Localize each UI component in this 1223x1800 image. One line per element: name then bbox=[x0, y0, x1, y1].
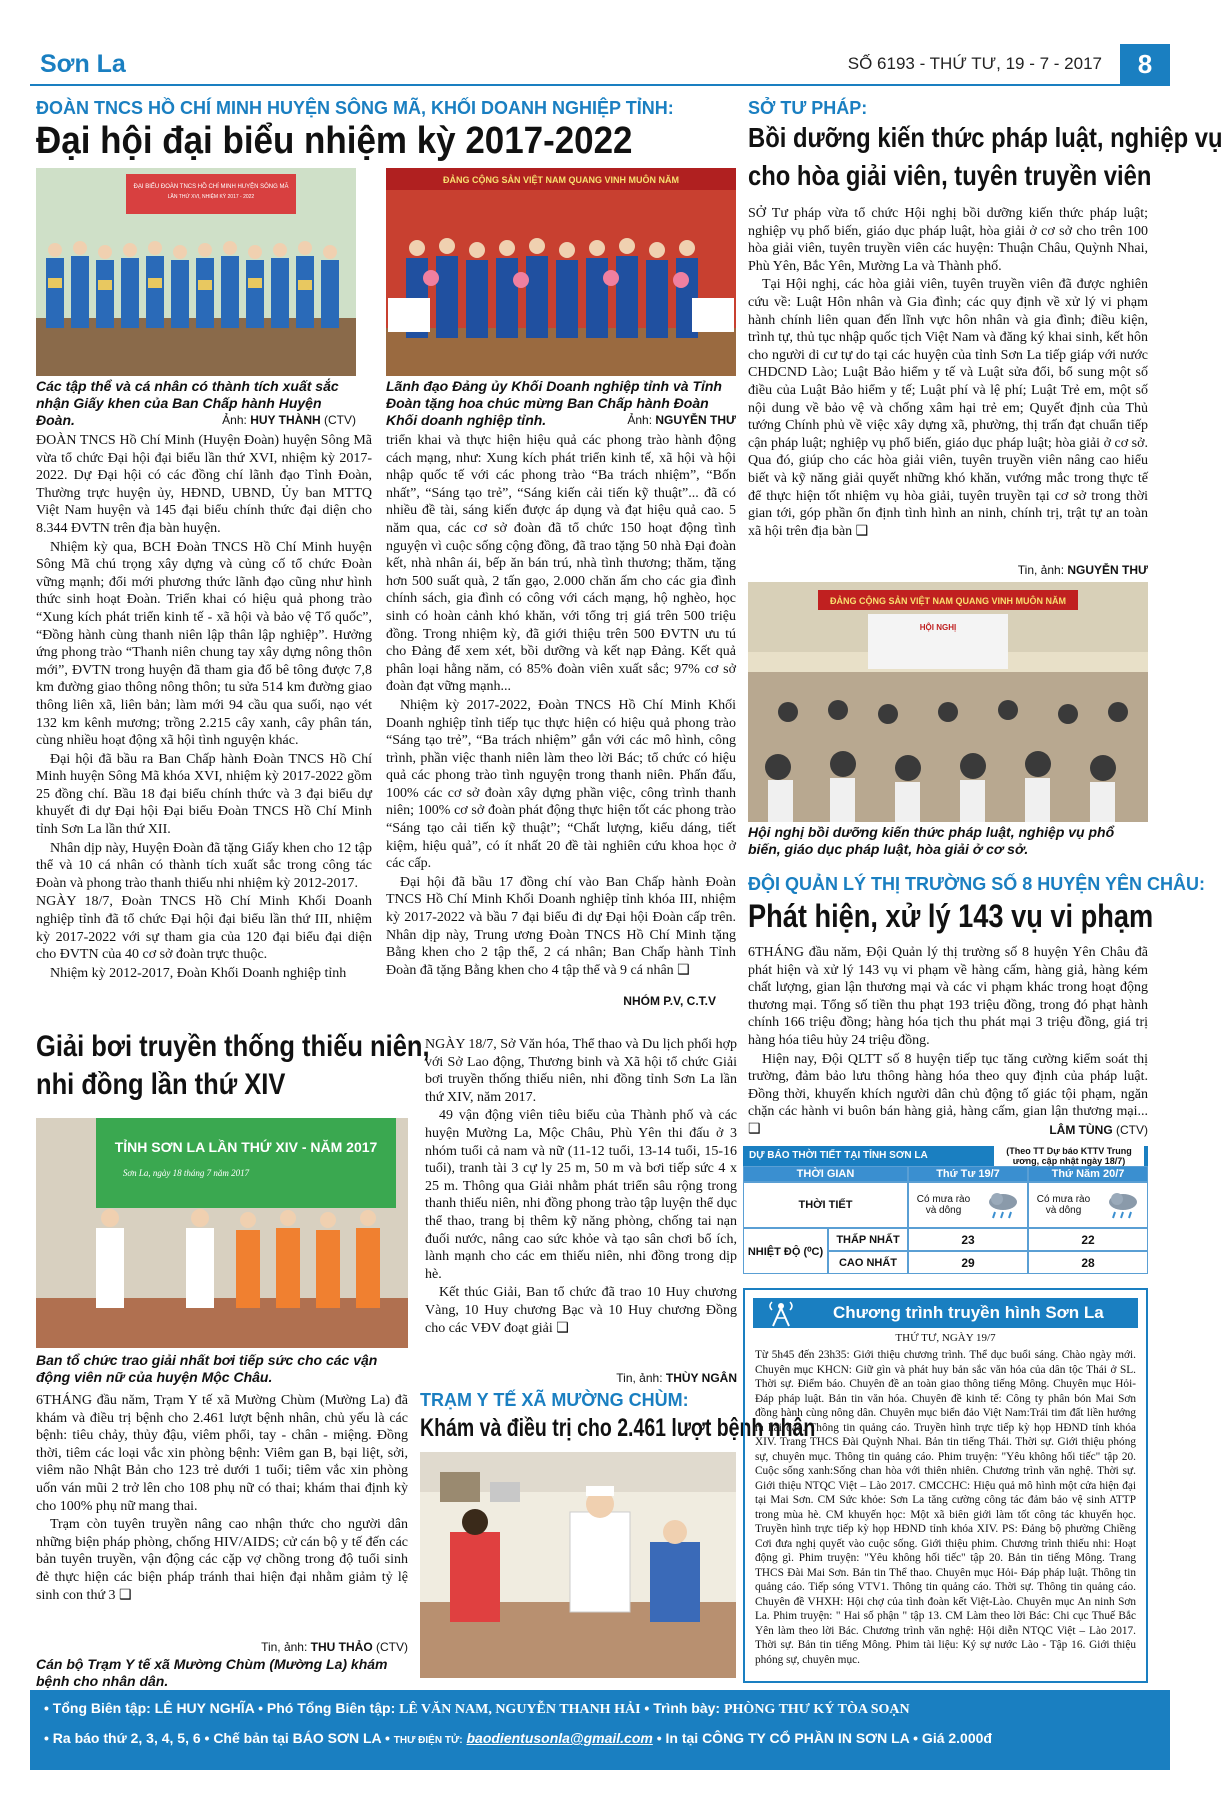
footer-line1: • Tổng Biên tập: LÊ HUY NGHĨA • Phó Tổng Biên tập: LÊ VĂN NAM, NGUYỄN THANH HẢI • Trình bày: PHÒNG THƯ KÝ TÒA SOẠN bbox=[44, 1700, 910, 1717]
photo-award-ceremony bbox=[36, 168, 356, 376]
issue-info: SỐ 6193 - THỨ TƯ, 19 - 7 - 2017 bbox=[847, 54, 1102, 73]
broadcast-tower-icon bbox=[767, 1300, 795, 1326]
rain-cloud-icon bbox=[1105, 1190, 1141, 1220]
article1-credit1: Ảnh: HUY THÀNH (CTV) bbox=[222, 413, 356, 427]
weather-source: (Theo TT Dự báo KTTV Trung ương, cập nhật ngày 18/7) bbox=[994, 1146, 1144, 1166]
article3-body: 6THÁNG đầu năm, Đội Quản lý thị trường số 8 huyện Yên Châu đã phát hiện và xử lý 143 vụ vi phạm về hàng cấm, hàng giả, hàng kém chất lượng, gian lận thương mại và các vi phạm khác trong hoạt động thương mại. Tổng số tiền thu phạt 193 triệu đồng, trong đó phạt hành chính 166 triệu đồng; hàng hóa tịch thu phát mại 3 triệu đồng, giá trị hàng hóa tiêu hủy 24 triệu đồng. Hiện nay, Đội QLTT số 8 huyện tiếp tục tăng cường kiểm soát thị trường, đảm bảo lưu thông hàng hóa theo quy định của pháp luật. Đồng thời, khuyến khích người dân chủ động tố giác tội phạm, ngăn chặn các hành vi buôn bán hàng giả, hàng cấm, gian lận thương mại... ❑ bbox=[748, 945, 1148, 1137]
article5-kicker: TRẠM Y TẾ XÃ MƯỜNG CHÙM: bbox=[420, 1390, 689, 1410]
article1-credit2: Ảnh: NGUYỄN THƯ bbox=[627, 413, 736, 427]
article1-column2: triển khai và thực hiện hiệu quả các phong trào hành động cách mạng, như: Xung kích phát triển kinh tế, xã hội và hội nhập quốc tế với các phong trào “Ba trách nhiệm”, “Bốn nhất”, “Sáng tạo trẻ”, “Sáng kiến cải tiến kỹ thuật”... đã có nhiều đề tài, sáng kiến được áp dụng và đạt hiệu quả cao. 5 năm qua, các cơ sở đoàn đã tổ chức 150 hoạt động tình nguyện vì cuộc sống cộng đồng, đã trao tặng 50 nhà Đại đoàn kết, nhà nhân ái, bếp ăn bán trú, nhà tình thương; thăm, tặng hơn 500 suất quà, 2 tấn gạo, 2.000 chăn ấm cho các gia đình chính sách, gia đình có công với cách mạng, hộ nghèo, học sinh có hoàn cảnh khó khăn, với tổng trị giá trên 500 triệu đồng. Trong nhiệm kỳ, đã giới thiệu trên 500 ĐVTN ưu tú cho Đảng để xem xét, bồi dưỡng và kết nạp Đảng. Kết quả phân loại hằng năm, có 85% đoàn viên xuất sắc; 97% cơ sở đoàn đạt vững mạnh... Nhiệm kỳ 2017-2022, Đoàn TNCS Hồ Chí Minh Khối Doanh nghiệp tỉnh tiếp tục thực hiện có hiệu quả phong trào “Sáng tạo trẻ”, “Ba trách nhiệm” gắn với các mô hình, công trình, phần việc thanh niên làm theo lời Bác; tổ chức có hiệu quả các phong trào tình nguyện trong thanh niên. Phấn đấu, 100% các cơ sở đoàn xây dựng phần việc, công trình thanh niên; 100% cơ sở đoàn phát động thực hiện tốt các phong trào “Sáng tạo cải tiến kỹ thuật”; “Chất lượng, kiểu dáng, tiết kiệm, hiệu quả”, có ít nhất 20 đề tài nghiên cứu khoa học ở các cấp. Đại hội đã bầu 17 đồng chí vào Ban Chấp hành Đoàn TNCS Hồ Chí Minh Khối Doanh nghiệp tỉnh khóa III, nhiệm kỳ 2017-2022 và bầu 7 đại biểu đi dự Đại hội Đoàn cấp trên. Nhân dịp này, Trung ương Đoàn TNCS Hồ Chí Minh tặng Bằng khen cho 2 tập thể, 2 cá nhân; Ban Chấp hành Tỉnh Đoàn đã tặng Bằng khen cho 4 tập thể và 9 cá nhân ❑ bbox=[386, 433, 736, 978]
weather-h-time: THỜI GIAN bbox=[743, 1166, 908, 1182]
photo1-banner-subtext: LẦN THỨ XVI, NHIỆM KỲ 2017 - 2022 bbox=[167, 194, 255, 200]
weather-label-temp: NHIỆT ĐỘ (⁰C) bbox=[743, 1228, 828, 1274]
article5-body: 6THÁNG đầu năm, Trạm Y tế xã Mường Chùm (Mường La) đã khám và điều trị bệnh cho 2.461 lượt bệnh nhân, chủ yếu là các bệnh: tiêu chảy, thủy đậu, viêm phổi, tay - chân - miệng. Đồng thời, tiêm các loại vắc xin phòng bệnh: Viêm gan B, bại liệt, sởi, viêm não Nhật Bản cho 123 trẻ dưới 1 tuổi; tiêm vắc xin phòng uốn ván mũi 2 trở lên cho 108 phụ nữ có thai; khám thai định kỳ cho 100% phụ nữ mang thai. Trạm còn tuyên truyền nâng cao nhận thức cho người dân những biện pháp phòng, chống HIV/AIDS; cử cán bộ y tế đến các bản tuyên truyền, vận động các cặp vợ chồng trong độ tuổi sinh đẻ thực hiện các biện pháp tránh thai hiện đại nhằm giảm tỷ lệ sinh con thứ 3 ❑ bbox=[36, 1393, 408, 1603]
weather-table bbox=[743, 1146, 1148, 1274]
article4-title-line2: nhi đồng lần thứ XIV bbox=[36, 1068, 286, 1101]
page-number: 8 bbox=[1120, 44, 1170, 84]
weather-label-high: CAO NHẤT bbox=[828, 1251, 908, 1274]
article3-byline: LÂM TÙNG (CTV) bbox=[1049, 1123, 1148, 1137]
photo4-banner-date: Sơn La, ngày 18 tháng 7 năm 2017 bbox=[122, 1168, 250, 1178]
article3-title: Phát hiện, xử lý 143 vụ vi phạm bbox=[748, 898, 1154, 934]
page-header bbox=[30, 44, 1170, 86]
article1-byline: NHÓM P.V, C.T.V bbox=[623, 994, 716, 1008]
photo-medical-exam bbox=[420, 1452, 736, 1678]
article3-kicker: ĐỘI QUẢN LÝ THỊ TRƯỜNG SỐ 8 HUYỆN YÊN CHÂU: bbox=[748, 874, 1205, 894]
photo3-banner-text: ĐẢNG CỘNG SẢN VIỆT NAM QUANG VINH MUÔN NĂM bbox=[830, 596, 1066, 606]
weather-high-day1: 29 bbox=[908, 1251, 1028, 1274]
weather-day2-condition: Có mưa rào và dông bbox=[1028, 1182, 1148, 1228]
article2-kicker: SỞ TƯ PHÁP: bbox=[748, 98, 868, 118]
photo3-board-text: HỘI NGHỊ bbox=[919, 623, 957, 632]
article2-body: SỞ Tư pháp vừa tổ chức Hội nghị bồi dưỡng kiến thức pháp luật; nghiệp vụ phổ biến, giáo dục pháp luật, hòa giải ở cơ sở cho trên 100 hòa giải viên, tuyên truyền viên các huyện: Thuận Châu, Quỳnh Nhai, Phù Yên, Bắc Yên, Mường La và Thành phố. Tại Hội nghị, các hòa giải viên, tuyên truyền viên đã được nghiên cứu về: Luật Hôn nhân và Gia đình; các quy định về xử lý vi phạm hành chính liên quan đến lĩnh vực hôn nhân và gia đình; điều kiện, trình tự, thủ tục nhập quốc tịch Việt Nam và đăng ký khai sinh, kết hôn cho người di cư tự do tại các huyện của tỉnh Sơn La tiếp giáp với nước CHDCND Lào; Luật Bảo hiểm y tế và Luật sửa đổi, bổ sung một số điều của Luật Bảo hiểm y tế; Luật phí và lệ phí; Luật Trẻ em, một số nội dung về bảo vệ và chống xâm hại trẻ em; Quyết định của Thủ tướng Chính phủ về việc xây dựng xã, phường, thị trấn đạt chuẩn tiếp cận pháp luật; nghiệp vụ phổ biến, giáo dục pháp luật; hòa giải ở cơ sở. Qua đó, giúp cho các hòa giải viên, tuyên truyền viên nâng cao hiểu biết và kỹ năng giải quyết những khó khăn, vướng mắc trong thực tế để thực hiện tốt nhiệm vụ hòa giải, tuyên truyền tại cơ sở trong thời gian tới, góp phần ổn định tình hình an ninh, chính trị, trật tự an toàn xã hội trên địa bàn ❑ bbox=[748, 206, 1148, 539]
article1-title: Đại hội đại biểu nhiệm kỳ 2017-2022 bbox=[36, 120, 633, 162]
weather-low-day2: 22 bbox=[1028, 1228, 1148, 1251]
tv-body: Từ 5h45 đến 23h35: Giới thiệu chương trình. Thể dục buổi sáng. Chào ngày mới. Chuyên mục KHCN: Giữ gìn và phát huy bản sắc văn hóa của dân tộc Thái ở SL. Thời sự. Điểm báo. Chuyên đề an toàn giao thông tiếng Mông. Chuyên mục Hỏi- Đáp pháp luật. Bản tin văn hóa. Chuyên đề kinh tế: Công ty phân bón Mai Sơn đồng hành cùng nông dân. Chuyên mục biển đảo Việt Nam:Trái tim đất liền hướng ra hải đảo. Thông tin quảng cáo. Truyền hình trực tiếp kỳ họp HĐND tỉnh khóa XIV. Trang THCS Đài Quỳnh Nhai. Bản tin tiếng Thái. Thời sự. Giới thiệu phóng sự, chuyên mục. Thông tin quảng cáo. Phim truyện: "Yêu không hối tiếc" tập 20. Cuộc sống xanh:Sống chan hòa với thiên nhiên. Chương trình văn nghệ. Thời sự. Giới thiệu NTQC Việt – Lào 2017. CMCCHC: Hiệu quả mô hình một cửa hiện đại tại Mai Sơn. CM Sức khỏe: Sơn La tăng cường công tác đảm bảo vệ sinh ATTP trong mùa hè. CM khuyến học: Một xã biên giới làm tốt công tác khuyến học. Truyền hình trực tiếp kỳ họp HĐND tỉnh khóa XIV. PS: Đảng bộ phường Chiềng Cơi đưa nghị quyết vào cuộc sống. Giới thiệu phim. Chương trình thiếu nhi: Hoạt động gì. Phim truyện: "Yêu không hối tiếc" tập 20. Bản tin tiếng Mông. Trang THCS Đài Mai Sơn. Bản tin Thể thao. Chuyên mục Hỏi- Đáp pháp luật. Thông tin quảng cáo. Tiếp sóng VTV1. Thông tin quảng cáo. Thời sự. Thông tin quảng cáo. Chuyên đề VHXH: Hội chợ của tình đoàn kết Việt-Lào. Chuyên mục An ninh Sơn La. Phim truyện: " Hai số phận " tập 13. CM Làm theo lời Bác: Chi cục Thuế Bắc Yên làm theo lời Bác. Chương trình văn nghệ: Hội diễn NTQC Việt – Lào 2017. Thời sự. Bản tin tiếng Mông. Phim tài liệu: Ký sự nước Lào - Tập 16. Giới thiệu phóng sự, chuyên mục. bbox=[755, 1349, 1136, 1666]
article1-caption2: Lãnh đạo Đảng ủy Khối Doanh nghiệp tỉnh và Tỉnh Đoàn tặng hoa chúc mừng Ban Chấp hành Đoàn Khối doanh nghiệp tỉnh. bbox=[386, 378, 722, 428]
photo1-banner-text: ĐẠI BIỂU ĐOÀN TNCS HỒ CHÍ MINH HUYỆN SÔNG MÃ bbox=[133, 184, 289, 190]
weather-label-low: THẤP NHẤT bbox=[828, 1228, 908, 1251]
article2-caption: Hội nghị bồi dưỡng kiến thức pháp luật, nghiệp vụ phổ biến, giáo dục pháp luật, hòa giải ở cơ sở. bbox=[748, 824, 1115, 857]
article4-body: NGÀY 18/7, Sở Văn hóa, Thể thao và Du lịch phối hợp với Sở Lao động, Thương binh và Xã hội tổ chức Giải bơi truyền thống thiếu niên, nhi đồng tỉnh Sơn La lần thứ XIV, năm 2017. 49 vận động viên tiêu biểu của Thành phố và các huyện Mường La, Mộc Châu, Phù Yên thi đấu ở 3 nhóm tuổi cả nam và nữ (11-12 tuổi, 13-14 tuổi, 15-16 tuổi), tranh tài 3 cự ly 25 m, 50 m và bơi tiếp sức 4 x 25 m. Thông qua Giải nhằm phát triển sâu rộng trong thanh thiếu niên, nhi đồng phong trào tập luyện thể dục thể thao, trang bị thêm kỹ năng phòng, chống tai nạn đuối nước, nâng cao sức khỏe và tạo sân chơi bổ ích, lành mạnh cho các em thiếu niên, nhi đồng trong dịp hè. Kết thúc Giải, Ban tổ chức đã trao 10 Huy chương Vàng, 10 Huy chương Bạc và 10 Huy chương Đồng cho các VĐV đoạt giải ❑ bbox=[425, 1037, 738, 1336]
weather-title-bar bbox=[743, 1146, 1148, 1166]
page-footer bbox=[30, 1690, 1170, 1770]
article1-column1: ĐOÀN TNCS Hồ Chí Minh (Huyện Đoàn) huyện Sông Mã vừa tổ chức Đại hội đại biểu lần thứ XVI, nhiệm kỳ 2017-2022. Dự Đại hội có các đồng chí lãnh đạo Tỉnh Đoàn, Thường trực huyện ủy, HĐND, UBND, Ủy ban MTTQ Việt Nam huyện và 145 đại biểu chính thức đại diện cho 8.344 ĐVTN trên địa bàn huyện. Nhiệm kỳ qua, BCH Đoàn TNCS Hồ Chí Minh huyện Sông Mã chú trọng xây dựng và củng cố tổ chức Đoàn vững mạnh; đổi mới phương thức lãnh đạo cũng như hình thức sinh hoạt Đoàn. Triển khai có hiệu quả phong trào “Xung kích phát triển kinh tế - xã hội và bảo vệ Tổ quốc”, “Đồng hành cùng thanh niên lập thân lập nghiệp”. Hưởng ứng phong trào “Thanh niên chung tay xây dựng nông thôn mới”, ĐVTN trong huyện đã tham gia đổ bê tông được 7,8 km đường giao thông nông thôn; tu sửa 514 km đường giao thông liên xã, liên bản; làm mới 94 cầu qua suối, nạo vét 132 km kênh mương; trồng 2.215 cây xanh, cây phân tán, cùng nhiều hoạt động xã hội tình nguyện khác. Đại hội đã bầu ra Ban Chấp hành Đoàn TNCS Hồ Chí Minh huyện Sông Mã khóa XVI, nhiệm kỳ 2017-2022 gồm 25 đồng chí. Bầu 18 đại biểu chính thức và 3 đại biểu dự khuyết đi dự Đại hội Đại biểu Đoàn TNCS Hồ Chí Minh tỉnh Sơn La lần thứ XII. Nhân dịp này, Huyện Đoàn đã tặng Giấy khen cho 12 tập thể và 10 cá nhân có thành tích xuất sắc trong công tác Đoàn và phong trào thanh thiếu nhi nhiệm kỳ 2012-2017. NGÀY 18/7, Đoàn TNCS Hồ Chí Minh Khối Doanh nghiệp tỉnh đã tổ chức Đại hội đại biểu lần thứ III, nhiệm kỳ 2017-2022 với sự tham gia của 120 đại biểu đại diện cho ĐVTN của 40 cơ sở đoàn trực thuộc. Nhiệm kỳ 2012-2017, Đoàn Khối Doanh nghiệp tỉnh bbox=[36, 433, 372, 981]
article4-title-line1: Giải bơi truyền thống thiếu niên, bbox=[36, 1030, 430, 1063]
weather-title: DỰ BÁO THỜI TIẾT TẠI TỈNH SƠN LA bbox=[749, 1150, 928, 1161]
masthead: Sơn La bbox=[40, 50, 126, 78]
photo-conference bbox=[748, 582, 1148, 822]
article5-caption: Cán bộ Trạm Y tế xã Mường Chùm (Mường La) khám bệnh cho nhân dân. bbox=[36, 1656, 388, 1689]
tv-title-bar bbox=[753, 1298, 1138, 1328]
article4-caption: Ban tổ chức trao giải nhất bơi tiếp sức cho các vận động viên nữ của huyện Mộc Châu. bbox=[36, 1352, 378, 1385]
article2-credit: Tin, ảnh: NGUYỄN THƯ bbox=[1017, 563, 1148, 577]
photo-swim-awards bbox=[36, 1118, 408, 1348]
weather-high-day2: 28 bbox=[1028, 1251, 1148, 1274]
article1-kicker: ĐOÀN TNCS HỒ CHÍ MINH HUYỆN SÔNG MÃ, KHỐI DOANH NGHIỆP TỈNH: bbox=[36, 98, 674, 118]
tv-title: Chương trình truyền hình Sơn La bbox=[833, 1303, 1104, 1322]
article1-caption1: Các tập thể và cá nhân có thành tích xuất sắc nhận Giấy khen của Ban Chấp hành Huyện Đoàn. bbox=[36, 378, 339, 428]
footer-email-link[interactable]: baodientusonla@gmail.com bbox=[466, 1730, 653, 1746]
footer-line2: • Ra báo thứ 2, 3, 4, 5, 6 • Chế bản tại BÁO SƠN LA • THƯ ĐIỆN TỬ: baodientusonla@gmail.com • In tại CÔNG TY CỔ PHẦN IN SƠN LA • Giá 2.000đ bbox=[44, 1730, 992, 1746]
tv-date: THỨ TƯ, NGÀY 19/7 bbox=[895, 1332, 996, 1344]
weather-day1-condition: Có mưa rào và dông bbox=[908, 1182, 1028, 1228]
article4-credit: Tin, ảnh: THÙY NGÂN bbox=[616, 1371, 737, 1385]
weather-temp-block bbox=[743, 1228, 1148, 1274]
article2-title-line1: Bồi dưỡng kiến thức pháp luật, nghiệp vụ bbox=[748, 122, 1223, 153]
article5-title: Khám và điều trị cho 2.461 lượt bệnh nhân bbox=[420, 1414, 816, 1442]
tv-schedule bbox=[743, 1288, 1148, 1683]
article5-credit: Tin, ảnh: THU THẢO (CTV) bbox=[261, 1640, 408, 1654]
photo4-banner-text: TỈNH SƠN LA LẦN THỨ XIV - NĂM 2017 bbox=[114, 1139, 378, 1155]
weather-header-row bbox=[743, 1166, 1148, 1182]
rain-cloud-icon bbox=[985, 1190, 1021, 1220]
weather-label-condition: THỜI TIẾT bbox=[743, 1182, 908, 1228]
weather-low-day1: 23 bbox=[908, 1228, 1028, 1251]
weather-h-day2: Thứ Năm 20/7 bbox=[1028, 1166, 1148, 1182]
weather-h-day1: Thứ Tư 19/7 bbox=[908, 1166, 1028, 1182]
photo-flower-presentation bbox=[386, 168, 736, 376]
weather-condition-row bbox=[743, 1182, 1148, 1228]
article2-title-line2: cho hòa giải viên, tuyên truyền viên bbox=[748, 160, 1152, 191]
photo2-banner-text: ĐẢNG CỘNG SẢN VIỆT NAM QUANG VINH MUÔN NĂM bbox=[443, 175, 679, 185]
